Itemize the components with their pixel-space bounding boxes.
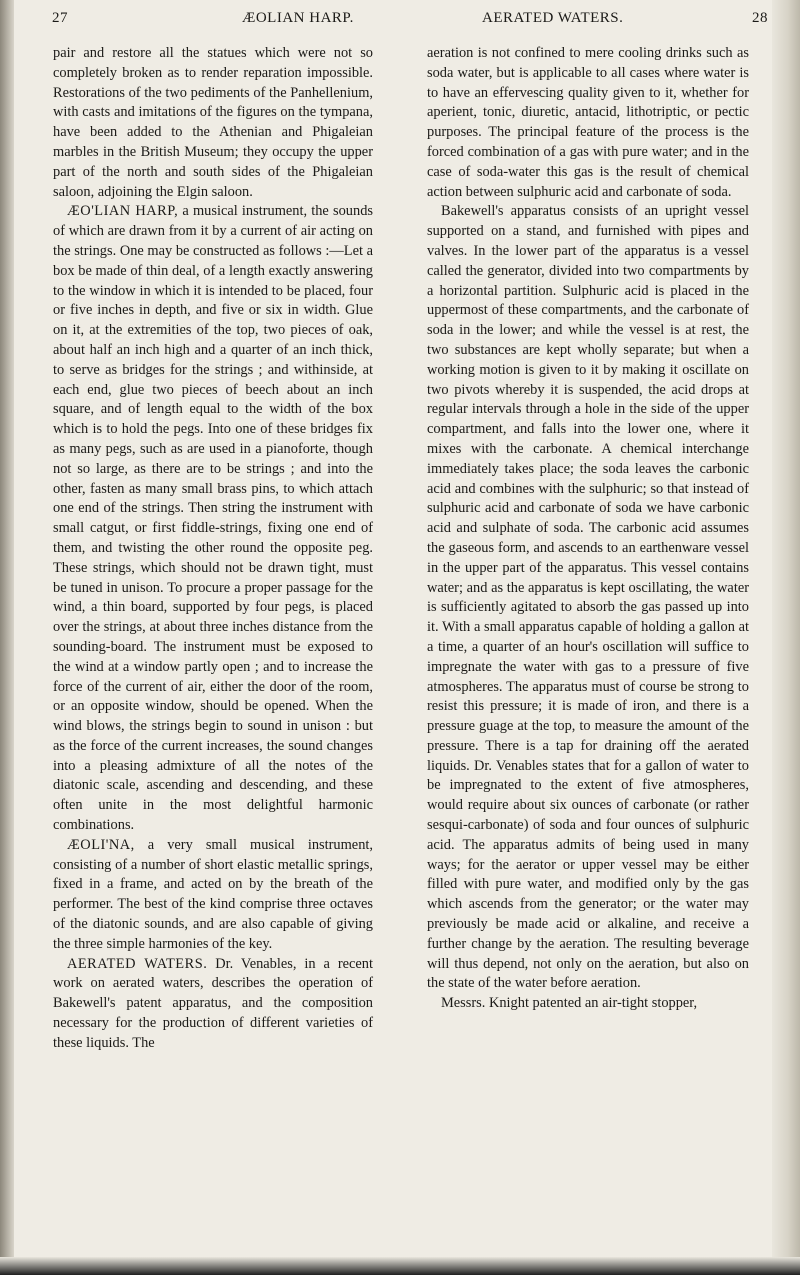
entry-aeolina: ÆOLI'NA, a very small musical instrument, consisting of a number of short elastic metallic springs, fixed in a frame, and acted on by the breath of the performer. The best of the kind comprise three octaves of the diatonic sounds, and are also capable of giving the three simple harmonies of the key. [53, 836, 373, 952]
right-column [427, 44, 749, 1014]
paragraph: Bakewell's apparatus consists of an upright vessel supported on a stand, and furnished with pipes and valves. In the lower part of the apparatus is a vessel called the generator, divided into two compartments by a horizontal partition. Sulphuric acid is placed in the uppermost of these compartments, and the carbonate of soda in the lower; and while the vessel is at rest, the two substances are kept wholly separate; but when a working motion is given to it by making it oscillate on two pivots whereby it is suspended, the acid drops at regular intervals through a hole in the side of the upper compartment, and falls into the lower one, where it mixes with the carbonate. A chemical interchange immediately takes place; the soda leaves the carbonic acid and combines with the sulphuric; so that instead of sulphuric acid and carbonate of soda we have carbonic acid and sulphate of soda. The carbonic acid assumes the gaseous form, and ascends to an earthenware vessel in the upper part of the apparatus. This vessel contains water; and as the apparatus is kept oscillating, the water is sufficiently agitated to absorb the gas passed up into it. With a small apparatus capable of holding a gallon at a time, a quarter of an hour's oscillation will suffice to impregnate the water with gas to a pressure of five atmospheres. The apparatus must of course be strong to resist this pressure; it is made of iron, and there is a pressure guage at the top, to measure the amount of the pressure. There is a tap for draining off the aerated liquids. Dr. Venables states that for a gallon of water to be impregnated to the extent of five atmospheres, would require about six ounces of carbonate (or rather sesqui-carbonate) of soda and four ounces of sulphuric acid. The apparatus admits of being used in many ways; for the aerator or upper vessel may be either filled with pure water, and modified only by the gas which ascends from the generator; or the water may previously be made acid or alkaline, and receive a further change by the aeration. The resulting beverage will thus depend, not only on the aeration, but also on the state of the water before aeration. [427, 203, 749, 992]
entry-aerated-waters: AERATED WATERS. Dr. Venables, in a recent work on aerated waters, describes the operation of Bakewell's patent apparatus, and the composition necessary for the production of different varieties of these liquids. The [53, 955, 373, 1051]
paragraph: Messrs. Knight patented an air-tight stopper, [441, 995, 698, 1012]
left-column [53, 44, 373, 1054]
running-head [52, 10, 768, 36]
page-edge [772, 0, 800, 1275]
paragraph: aeration is not confined to mere cooling drinks such as soda water, but is applicable to all cases where water is to have an effervescing quality given to it, whether for aperient, tonic, diuretic, antacid, lithotriptic, or pectic purposes. The principal feature of the process is the forced combination of a gas with pure water; and in the case of soda-water this gas is the result of chemical action between sulphuric acid and carbonate of soda. [427, 45, 749, 200]
page-bottom-shadow [0, 1257, 800, 1275]
paragraph: pair and restore all the statues which were not so completely broken as to render reparation impossible. Restorations of the two pediments of the Panhellenium, with casts and imitations of the figures on the tympana, have been added to the Athenian and Phigaleian marbles in the British Museum; they occupy the upper part of the north and south sides of the Phigaleian saloon, adjoining the Elgin saloon. [53, 45, 373, 200]
running-title-left: ÆOLIAN HARP. [242, 10, 354, 26]
entry-heading: ÆOLI'NA, [67, 836, 135, 853]
entry-heading: AERATED WATERS. [67, 955, 208, 972]
page-number-right: 28 [752, 10, 768, 26]
page-number-left: 27 [52, 10, 68, 26]
page-binding-shadow [0, 0, 14, 1275]
entry-heading: ÆO'LIAN HARP, [67, 203, 179, 220]
running-title-right: AERATED WATERS. [482, 10, 624, 26]
entry-aeolian-harp: ÆO'LIAN HARP, a musical instrument, the sounds of which are drawn from it by a current of air acting on the strings. One may be constructed as follows :—Let a box be made of thin deal, of a length exactly answering to the window in which it is intended to be placed, four or five inches in depth, and five or six in width. Glue on it, at the extremities of the top, two pieces of oak, about half an inch high and a quarter of an inch thick, to serve as bridges for the strings ; and withinside, at each end, glue two pieces of beech about an inch square, and of length equal to the width of the box which is to hold the pegs. Into one of these bridges fix as many pegs, such as are used in a pianoforte, though not so large, as there are to be strings ; and into the other, fasten as many small brass pins, to which attach one end of the strings. Then string the instrument with small catgut, or first fiddle-strings, fixing one end of them, and twisting the other round the opposite peg. These strings, which should not be drawn tight, must be tuned in unison. To procure a proper passage for the wind, a thin board, supported by four pegs, is placed over the strings, at about three inches distance from the sounding-board. The instrument must be exposed to the wind at a window partly open ; and to increase the force of the current of air, either the door of the room, or an opposite window, should be opened. When the wind blows, the strings begin to sound in unison : but as the force of the current increases, the sound changes into a pleasing admixture of all the notes of the diatonic scale, ascending and descending, and these often unite in the most delightful harmonic combinations. [53, 203, 373, 834]
